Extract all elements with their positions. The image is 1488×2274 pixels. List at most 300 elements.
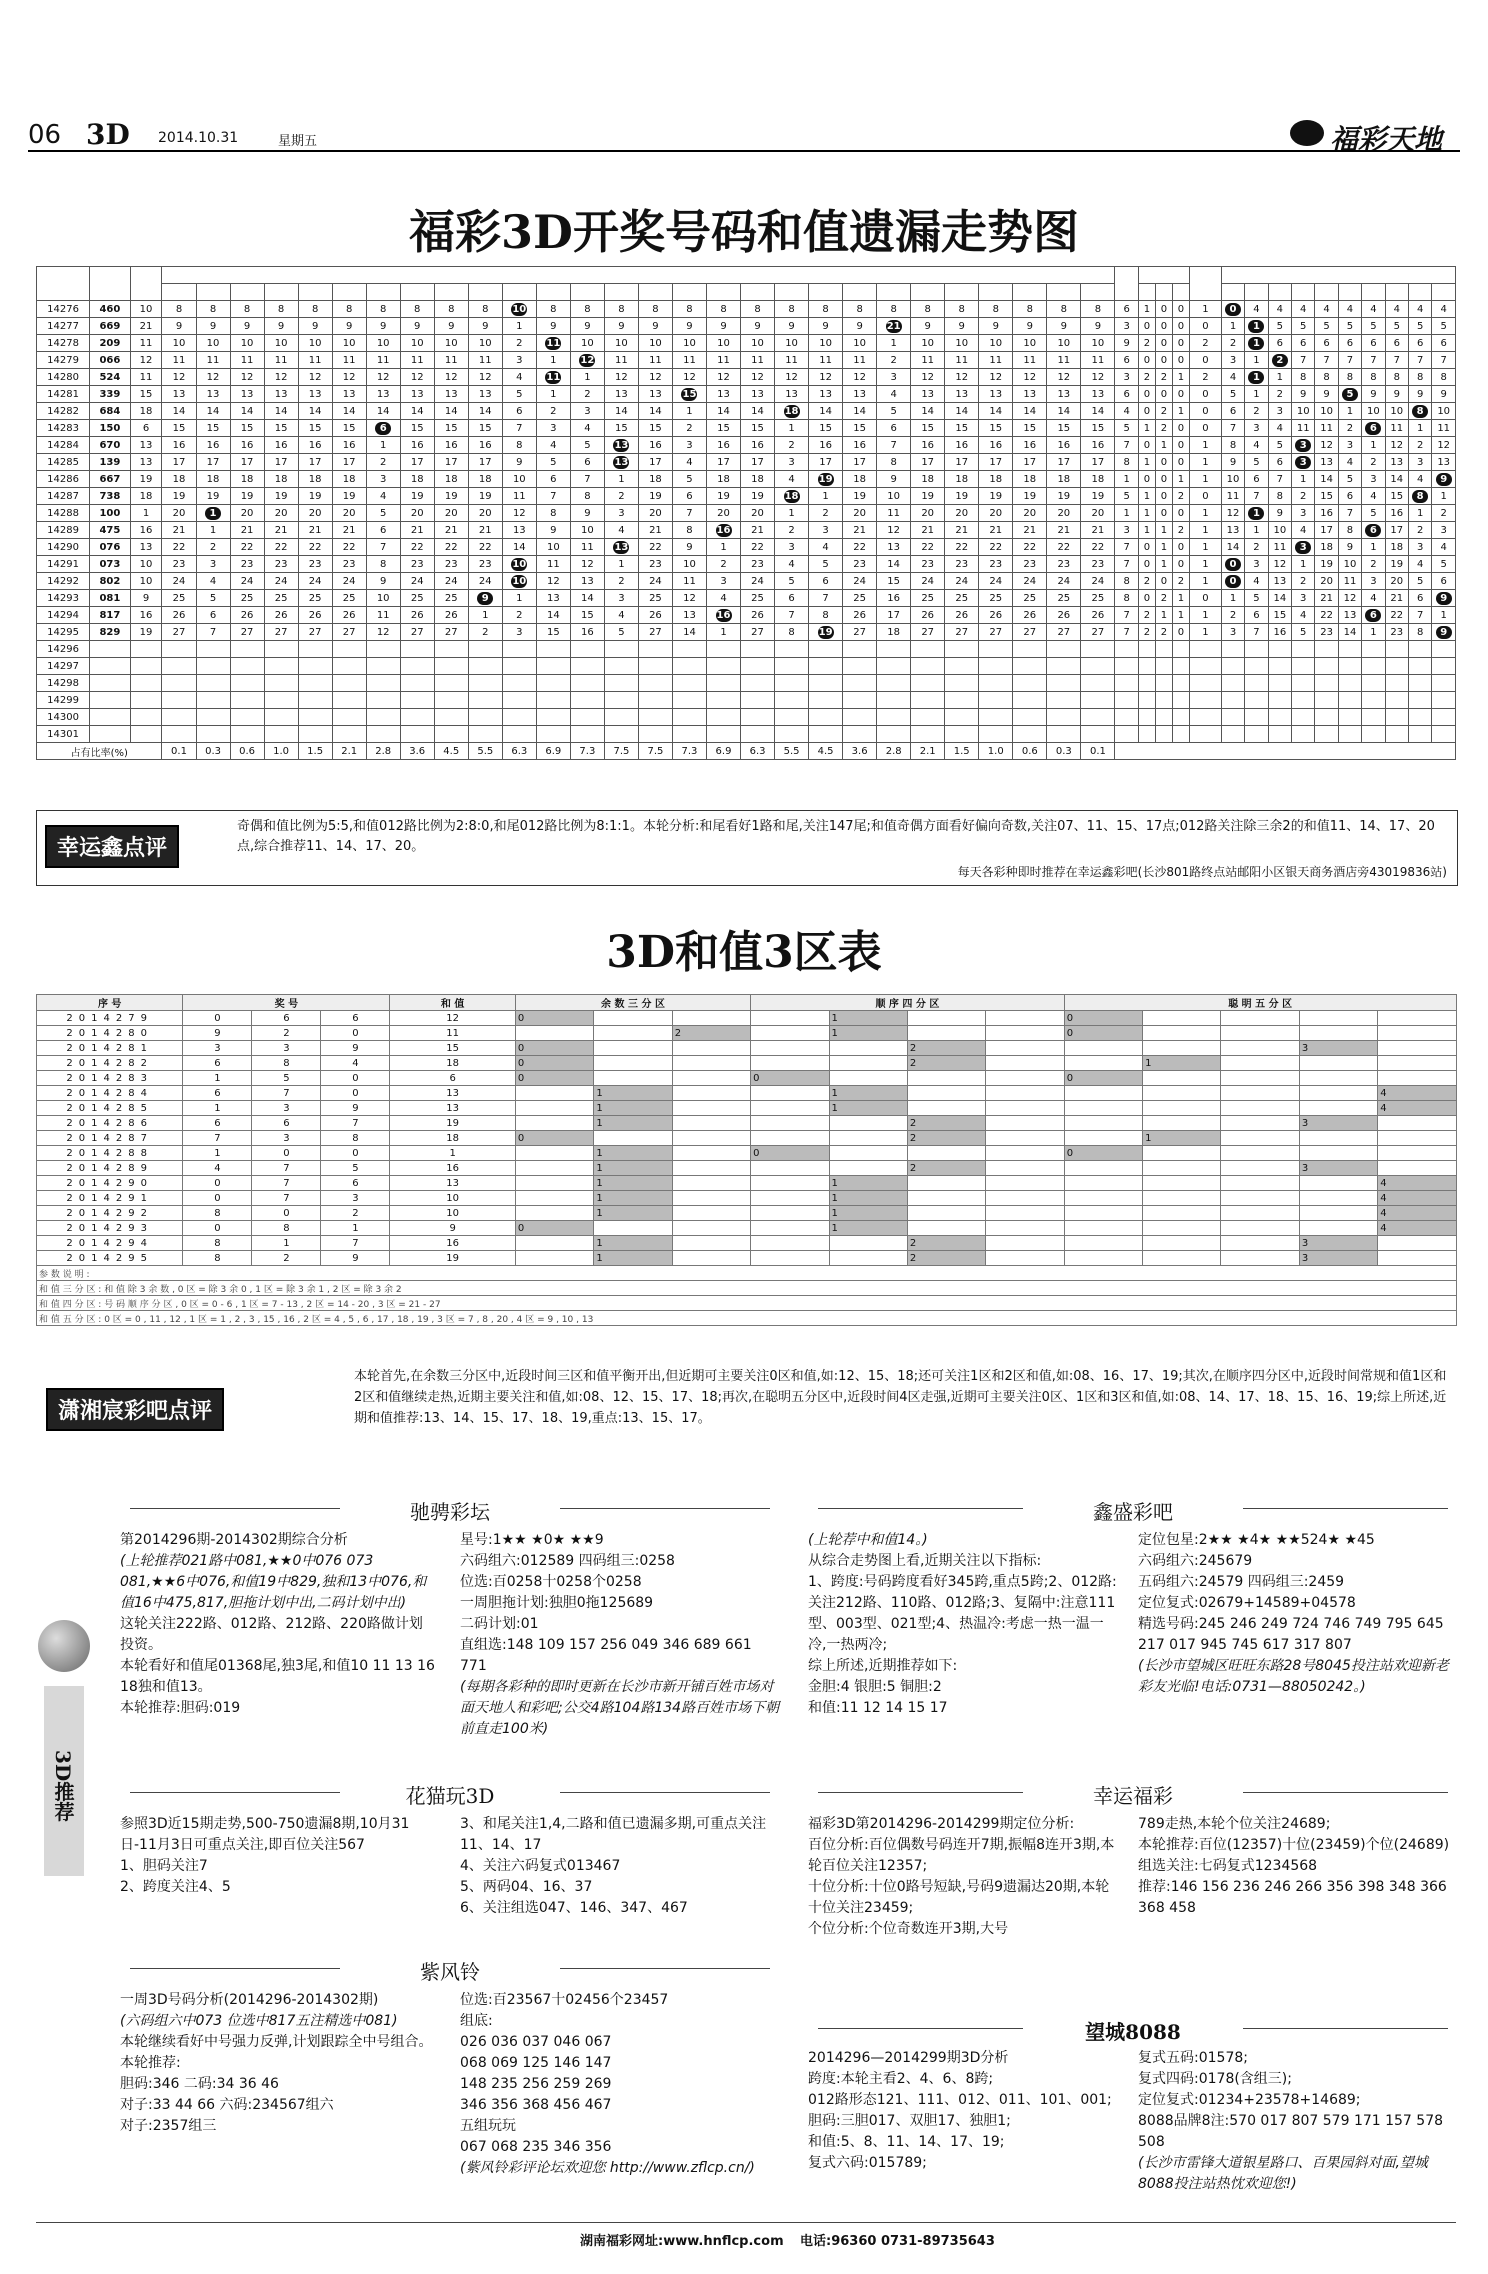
sum-cell: 23 xyxy=(332,556,366,573)
zone-cell xyxy=(672,1161,750,1176)
tail-cell xyxy=(1338,692,1361,709)
ratio-cell: 2.8 xyxy=(877,743,911,760)
row-012: 2 xyxy=(1155,403,1172,420)
tail-ball: 3 xyxy=(1295,456,1311,469)
zone-cell xyxy=(1221,1251,1299,1266)
sum-cell xyxy=(741,658,775,675)
tail-cell: 23 xyxy=(1315,624,1338,641)
tail-cell: 7 xyxy=(1221,420,1244,437)
sum-cell: 26 xyxy=(843,607,877,624)
zone-cell xyxy=(1378,1131,1456,1146)
tail-ball: 1 xyxy=(1248,371,1264,384)
tail-cell: 12 xyxy=(1315,437,1338,454)
sum-cell xyxy=(434,658,468,675)
zone-cell xyxy=(672,1101,750,1116)
tail-cell xyxy=(1432,590,1456,607)
tail-ball: 3 xyxy=(1295,541,1311,554)
row-012: 0 xyxy=(1155,573,1172,590)
sum-cell xyxy=(945,692,979,709)
sum-cell xyxy=(570,675,604,692)
sum-ball: 10 xyxy=(512,575,527,587)
tail-cell xyxy=(1362,607,1385,624)
column-paragraph: 位选:百0258十0258个0258 xyxy=(460,1574,642,1590)
sum-cell: 25 xyxy=(162,590,196,607)
sum-cell xyxy=(570,641,604,658)
sum-cell: 13 xyxy=(400,386,434,403)
zone-note-row xyxy=(37,1311,1457,1326)
sum-cell: 15 xyxy=(638,420,672,437)
row-012: 0 xyxy=(1172,352,1189,369)
sum-cell: 2 xyxy=(604,488,638,505)
column-paragraph: 推荐:146 156 236 246 266 356 398 348 366 368 458 xyxy=(1138,1879,1447,1916)
row-number: 524 xyxy=(90,369,130,386)
zone-header: 聪 明 五 分 区 xyxy=(1064,995,1456,1011)
trend-row xyxy=(37,726,1456,743)
sum-cell: 11 xyxy=(706,352,740,369)
tail-cell: 20 xyxy=(1315,573,1338,590)
zone-row xyxy=(37,1236,1457,1251)
sum-cell: 6 xyxy=(366,522,400,539)
row-012: 1 xyxy=(1155,556,1172,573)
sum-cell: 21 xyxy=(1047,522,1081,539)
sum-cell xyxy=(468,709,502,726)
row-number: 817 xyxy=(90,607,130,624)
zone-cell xyxy=(672,1191,750,1206)
column-paragraph: 星号:1★★ ★0★ ★★9 xyxy=(460,1532,604,1548)
sum-cell xyxy=(979,709,1013,726)
row-012: 1 xyxy=(1138,488,1155,505)
tail-cell: 5 xyxy=(1292,318,1315,335)
column-paragraph: 本轮推荐:胆码:019 xyxy=(120,1700,241,1716)
tail-cell: 2 xyxy=(1245,403,1268,420)
row-012: 0 xyxy=(1138,437,1155,454)
sum-cell: 3 xyxy=(366,471,400,488)
sum-cell: 27 xyxy=(1047,624,1081,641)
row-issue: 14294 xyxy=(37,607,90,624)
sum-cell: 11 xyxy=(979,352,1013,369)
zone-cell: 2 xyxy=(907,1236,985,1251)
zone-cell xyxy=(1221,1206,1299,1221)
sum-cell: 8 xyxy=(366,556,400,573)
sum-cell: 20 xyxy=(979,505,1013,522)
sum-cell: 23 xyxy=(945,556,979,573)
sum-cell: 27 xyxy=(741,624,775,641)
sum-cell xyxy=(877,318,911,335)
row-012: 1 xyxy=(1155,437,1172,454)
sum-cell xyxy=(911,641,945,658)
zone-cell: 1 xyxy=(829,1191,907,1206)
sum-cell: 1 xyxy=(672,403,706,420)
sum-cell: 18 xyxy=(741,471,775,488)
sum-cell: 11 xyxy=(366,352,400,369)
sum-cell: 13 xyxy=(945,386,979,403)
sum-cell xyxy=(945,641,979,658)
sum-cell: 9 xyxy=(536,522,570,539)
tail-cell xyxy=(1268,658,1291,675)
sum-cell: 23 xyxy=(1081,556,1115,573)
sum-cell xyxy=(775,641,809,658)
sum-cell: 6 xyxy=(775,590,809,607)
sum-cell: 21 xyxy=(264,522,298,539)
sum-col-label xyxy=(434,284,468,301)
zone-digit: 0 xyxy=(321,1071,390,1086)
row-sum: 11 xyxy=(130,335,162,352)
row-mod3: 1 xyxy=(1189,607,1221,624)
sum-cell: 15 xyxy=(230,420,264,437)
sum-cell: 18 xyxy=(1013,471,1047,488)
sum-cell: 14 xyxy=(638,403,672,420)
sum-cell: 13 xyxy=(706,386,740,403)
sum-cell xyxy=(877,692,911,709)
zone-header: 和 值 xyxy=(390,995,516,1011)
zone-cell xyxy=(1221,1131,1299,1146)
sum-cell: 12 xyxy=(570,556,604,573)
sum-cell: 14 xyxy=(468,403,502,420)
zone-cell: 2 xyxy=(907,1041,985,1056)
tail-cell: 8 xyxy=(1315,369,1338,386)
zone-cell: 1 xyxy=(594,1101,672,1116)
column-paragraph: 012路形态121、111、012、011、101、001; xyxy=(808,2092,1112,2108)
sum-cell: 13 xyxy=(434,386,468,403)
zone-cell xyxy=(907,1221,985,1236)
sum-cell: 20 xyxy=(741,505,775,522)
row-012: 0 xyxy=(1172,301,1189,318)
sum-cell: 1 xyxy=(775,420,809,437)
tail-cell: 1 xyxy=(1245,386,1268,403)
sum-cell: 10 xyxy=(741,335,775,352)
row-number: 802 xyxy=(90,573,130,590)
sum-cell: 17 xyxy=(911,454,945,471)
ratio-label: 占有比率(%) xyxy=(37,743,162,760)
zone-cell xyxy=(672,1116,750,1131)
ratio-cell: 7.3 xyxy=(672,743,706,760)
row-span: 8 xyxy=(1115,454,1138,471)
tail-cell: 1 xyxy=(1221,318,1244,335)
sum-cell: 1 xyxy=(706,624,740,641)
zone-cell xyxy=(751,1116,829,1131)
tail-cell: 6 xyxy=(1338,488,1361,505)
sum-cell xyxy=(162,692,196,709)
row-mod3: 0 xyxy=(1189,403,1221,420)
sum-cell: 26 xyxy=(911,607,945,624)
sum-cell: 13 xyxy=(298,386,332,403)
tail-cell xyxy=(1432,624,1456,641)
sum-cell: 14 xyxy=(332,403,366,420)
sum-cell: 7 xyxy=(809,590,843,607)
tail-cell: 2 xyxy=(1292,488,1315,505)
zone-row xyxy=(37,1161,1457,1176)
zone-cell xyxy=(829,1116,907,1131)
row-012: 2 xyxy=(1138,624,1155,641)
sum-cell: 17 xyxy=(400,454,434,471)
row-012 xyxy=(1138,692,1155,709)
zone-issue: 2014280 xyxy=(37,1026,183,1041)
zone-header: 顺 序 四 分 区 xyxy=(751,995,1065,1011)
sum-cell: 11 xyxy=(945,352,979,369)
sum-cell: 4 xyxy=(366,488,400,505)
sum-cell: 11 xyxy=(604,352,638,369)
sum-cell: 8 xyxy=(502,437,536,454)
tail-cell xyxy=(1432,675,1456,692)
column-paragraph: 本轮看好和值尾01368尾,独3尾,和值10 11 13 16 18独和值13。 xyxy=(120,1658,435,1695)
tail-ball: 1 xyxy=(1248,337,1264,350)
tail-ball: 6 xyxy=(1365,609,1381,622)
tail-cell xyxy=(1245,726,1268,743)
sum-cell: 20 xyxy=(1047,505,1081,522)
zone-cell xyxy=(672,1056,750,1071)
sum-cell: 9 xyxy=(706,318,740,335)
sum-cell: 24 xyxy=(400,573,434,590)
sum-cell: 9 xyxy=(672,539,706,556)
tail-cell xyxy=(1292,692,1315,709)
zone-digit: 7 xyxy=(252,1191,321,1206)
sum-cell: 18 xyxy=(162,471,196,488)
sum-cell xyxy=(979,726,1013,743)
zone-cell xyxy=(907,1071,985,1086)
header-sum xyxy=(130,267,162,301)
sum-cell: 16 xyxy=(434,437,468,454)
sum-cell: 5 xyxy=(604,624,638,641)
sum-cell: 22 xyxy=(332,539,366,556)
sum-cell xyxy=(570,352,604,369)
sum-cell: 17 xyxy=(434,454,468,471)
sum-cell: 12 xyxy=(945,369,979,386)
ratio-cell: 6.3 xyxy=(741,743,775,760)
sum-cell: 2 xyxy=(604,573,638,590)
tail-cell: 18 xyxy=(1315,539,1338,556)
sum-cell: 24 xyxy=(843,573,877,590)
row-012: 2 xyxy=(1138,607,1155,624)
zone-cell xyxy=(986,1101,1064,1116)
sum-cell xyxy=(366,692,400,709)
tail-cell xyxy=(1292,437,1315,454)
zone-cell xyxy=(751,1251,829,1266)
tail-cell: 8 xyxy=(1385,369,1408,386)
row-mod3: 0 xyxy=(1189,590,1221,607)
sum-cell: 25 xyxy=(400,590,434,607)
zone-cell: 0 xyxy=(751,1146,829,1161)
sum-cell: 11 xyxy=(741,352,775,369)
tail-cell xyxy=(1362,522,1385,539)
row-issue: 14279 xyxy=(37,352,90,369)
zone-cell xyxy=(1299,1131,1377,1146)
sum-cell xyxy=(706,607,740,624)
column-paragraph: (每期各彩种的即时更新在长沙市新开铺百姓市场对面天地人和彩吧;公交4路104路134路百姓市场下朝前直走100米) xyxy=(460,1679,780,1737)
row-mod3: 1 xyxy=(1189,505,1221,522)
sum-cell: 1 xyxy=(604,556,638,573)
tail-cell xyxy=(1245,675,1268,692)
tail-cell: 11 xyxy=(1315,420,1338,437)
zone-cell xyxy=(751,1056,829,1071)
sum-cell: 13 xyxy=(775,386,809,403)
row-number: 460 xyxy=(90,301,130,318)
tail-cell xyxy=(1245,369,1268,386)
sum-cell: 19 xyxy=(1081,488,1115,505)
column-paragraph: 本轮继续看好中号强力反弹,计划跟踪全中号组合。 xyxy=(120,2034,433,2050)
sum-cell: 14 xyxy=(502,539,536,556)
column-paragraph: 十位分析:十位0路号短缺,号码9遗漏达20期,本轮十位关注23459; xyxy=(808,1879,1110,1916)
zone-cell: 0 xyxy=(515,1011,593,1026)
row-number: 738 xyxy=(90,488,130,505)
tail-cell: 7 xyxy=(1338,352,1361,369)
trend-table-wrap xyxy=(36,266,1456,760)
sum-cell xyxy=(604,658,638,675)
sum-cell: 13 xyxy=(162,386,196,403)
column-paragraph: 026 036 037 046 067 xyxy=(460,2034,612,2050)
sum-cell xyxy=(366,420,400,437)
row-mod3: 2 xyxy=(1189,369,1221,386)
row-span: 5 xyxy=(1115,420,1138,437)
zone-cell: 3 xyxy=(1299,1251,1377,1266)
row-012 xyxy=(1155,658,1172,675)
sum-cell: 14 xyxy=(877,556,911,573)
sum-cell xyxy=(741,692,775,709)
sum-cell: 16 xyxy=(162,437,196,454)
sum-cell: 15 xyxy=(809,420,843,437)
zone-note: 参 数 说 明 : xyxy=(37,1266,1457,1281)
sum-cell: 11 xyxy=(911,352,945,369)
row-012: 0 xyxy=(1138,403,1155,420)
sum-cell: 16 xyxy=(570,624,604,641)
zone-cell xyxy=(515,1206,593,1221)
sum-cell: 8 xyxy=(672,301,706,318)
row-012: 1 xyxy=(1138,420,1155,437)
zone-cell xyxy=(672,1146,750,1161)
sum-cell: 7 xyxy=(672,505,706,522)
sum-cell: 22 xyxy=(434,539,468,556)
sum-cell: 12 xyxy=(979,369,1013,386)
sum-cell: 2 xyxy=(775,437,809,454)
header-issue xyxy=(37,267,90,301)
tail-cell: 8 xyxy=(1362,369,1385,386)
sum-cell: 10 xyxy=(877,488,911,505)
sum-col-label xyxy=(536,284,570,301)
ratio-cell: 1.0 xyxy=(979,743,1013,760)
row-mod3 xyxy=(1189,726,1221,743)
sum-cell: 3 xyxy=(604,505,638,522)
ratio-cell: 2.8 xyxy=(366,743,400,760)
sum-cell: 22 xyxy=(741,539,775,556)
sum-cell xyxy=(1047,709,1081,726)
sum-cell: 7 xyxy=(775,607,809,624)
row-012: 1 xyxy=(1172,403,1189,420)
row-sum xyxy=(130,692,162,709)
row-012: 0 xyxy=(1172,454,1189,471)
trend-row xyxy=(37,607,1456,624)
sum-cell: 26 xyxy=(434,607,468,624)
zone-digit: 4 xyxy=(321,1056,390,1071)
row-sum xyxy=(130,726,162,743)
zone-digit: 3 xyxy=(252,1101,321,1116)
tail-cell: 13 xyxy=(1221,522,1244,539)
zone-digit: 0 xyxy=(321,1086,390,1101)
sum-cell: 23 xyxy=(741,556,775,573)
sum-cell: 18 xyxy=(264,471,298,488)
sum-cell xyxy=(536,369,570,386)
sum-cell xyxy=(1081,692,1115,709)
zone-cell xyxy=(986,1116,1064,1131)
sum-cell xyxy=(706,726,740,743)
zone-cell: 1 xyxy=(594,1116,672,1131)
row-012 xyxy=(1155,675,1172,692)
row-span: 3 xyxy=(1115,369,1138,386)
row-012: 0 xyxy=(1172,437,1189,454)
row-012: 0 xyxy=(1138,352,1155,369)
sum-cell: 8 xyxy=(706,301,740,318)
sum-cell xyxy=(162,709,196,726)
tail-cell: 5 xyxy=(1245,454,1268,471)
sum-cell: 1 xyxy=(775,505,809,522)
zone-row xyxy=(37,1101,1457,1116)
sum-cell: 9 xyxy=(843,318,877,335)
row-012 xyxy=(1172,692,1189,709)
zone-digit: 3 xyxy=(183,1041,252,1056)
zone-cell xyxy=(1143,1011,1221,1026)
sum-cell: 14 xyxy=(672,624,706,641)
zone-cell: 0 xyxy=(515,1131,593,1146)
zone-sum: 13 xyxy=(390,1176,516,1191)
header-sum-group xyxy=(162,267,1115,284)
tail-cell xyxy=(1432,658,1456,675)
row-number: 684 xyxy=(90,403,130,420)
zone-cell xyxy=(907,1176,985,1191)
zone-cell xyxy=(986,1191,1064,1206)
sum-cell: 23 xyxy=(400,556,434,573)
tail-cell xyxy=(1245,505,1268,522)
sum-cell: 22 xyxy=(1081,539,1115,556)
tail-col-label xyxy=(1432,284,1456,301)
sum-cell: 23 xyxy=(843,556,877,573)
tail-cell xyxy=(1245,335,1268,352)
sum-cell: 16 xyxy=(1047,437,1081,454)
tail-cell: 5 xyxy=(1432,556,1456,573)
footer-rule xyxy=(36,2222,1456,2223)
tail-cell: 6 xyxy=(1362,335,1385,352)
sum-cell xyxy=(843,675,877,692)
tail-cell: 2 xyxy=(1362,454,1385,471)
sum-cell: 24 xyxy=(1047,573,1081,590)
tail-cell xyxy=(1385,692,1408,709)
section-title-huamao: 花猫玩3D xyxy=(340,1780,560,1809)
tail-cell xyxy=(1221,675,1244,692)
sum-cell: 8 xyxy=(366,301,400,318)
row-012 xyxy=(1138,675,1155,692)
zone-cell xyxy=(829,1251,907,1266)
page-header xyxy=(28,118,1460,156)
sum-cell: 15 xyxy=(945,420,979,437)
zone-cell xyxy=(1221,1221,1299,1236)
row-issue: 14301 xyxy=(37,726,90,743)
row-issue: 14285 xyxy=(37,454,90,471)
column-paragraph: 定位包星:2★★ ★4★ ★★524★ ★45 xyxy=(1138,1532,1375,1548)
tail-cell: 5 xyxy=(1408,318,1431,335)
zone-cell xyxy=(1221,1161,1299,1176)
sum-cell: 17 xyxy=(468,454,502,471)
tail-cell: 5 xyxy=(1292,624,1315,641)
sum-cell: 5 xyxy=(672,471,706,488)
zone-cell xyxy=(907,1206,985,1221)
sum-cell: 8 xyxy=(911,301,945,318)
row-span: 7 xyxy=(1115,556,1138,573)
tail-cell: 10 xyxy=(1338,556,1361,573)
zone-cell xyxy=(1064,1131,1142,1146)
sum-cell: 21 xyxy=(400,522,434,539)
trend-row xyxy=(37,318,1456,335)
row-issue: 14290 xyxy=(37,539,90,556)
zone-cell xyxy=(1378,1011,1456,1026)
tail-cell: 2 xyxy=(1221,335,1244,352)
sum-cell xyxy=(332,641,366,658)
